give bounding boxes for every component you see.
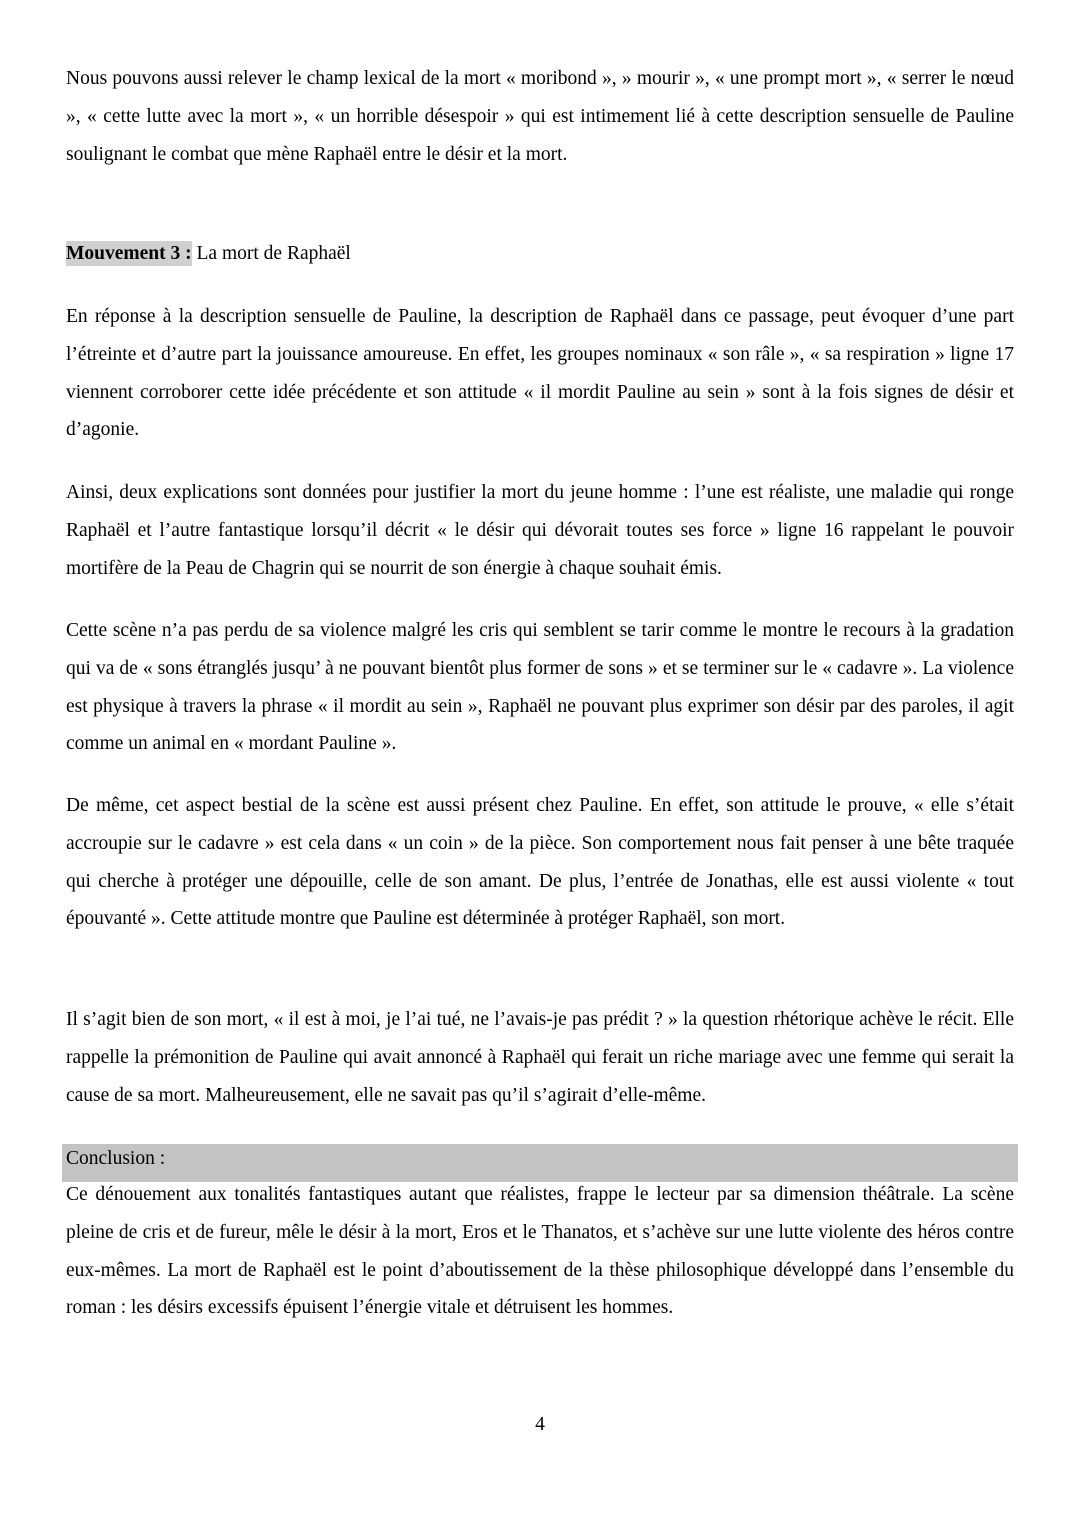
page-number: 4 xyxy=(535,1414,545,1435)
intro-paragraph: Nous pouvons aussi relever le champ lexical de la mort « moribond », » mourir », « une prompt mort », « serrer le nœud », « cette lutte avec la mort », « un horrible désespoir » qui est intimement lié à cette description sensuelle de Pauline soulignant le combat que mène Raphaël entre le désir et la mort. xyxy=(66,68,1014,165)
section-heading-title: La mort de Raphaël xyxy=(191,243,351,264)
conclusion-heading: Conclusion : xyxy=(66,1148,166,1169)
section-heading xyxy=(66,238,351,270)
paragraph-description-raphael: En réponse à la description sensuelle de Pauline, la description de Raphaël dans ce passage, peut évoquer d’une part l’étreinte et d’autre part la jouissance amoureuse. En effet, les groupes nominaux « son râle », « sa respiration » ligne 17 viennent corroborer cette idée précédente et son attitude « il mordit Pauline au sein » sont à la fois signes de désir et d’agonie. xyxy=(66,306,1014,441)
paragraph-rhetorical-question: Il s’agit bien de son mort, « il est à moi, je l’ai tué, ne l’avais-je pas prédit ? » la question rhétorique achève le récit. Elle rappelle la prémonition de Pauline qui avait annoncé à Raphaël qui ferait un riche mariage avec une femme qui serait la cause de sa mort. Malheureusement, elle ne savait pas qu’il s’agirait d’elle-même. xyxy=(66,1009,1014,1106)
paragraph-violence: Cette scène n’a pas perdu de sa violence malgré les cris qui semblent se tarir comme le montre le recours à la gradation qui va de « sons étranglés jusqu’ à ne pouvant bientôt plus former de sons » et se terminer sur le « cadavre ». La violence est physique à travers la phrase « il mordit au sein », Raphaël ne pouvant plus exprimer son désir par des paroles, il agit comme un animal en « mordant Pauline ». xyxy=(66,620,1014,755)
paragraph-bestial-aspect: De même, cet aspect bestial de la scène est aussi présent chez Pauline. En effet, son attitude le prouve, « elle s’était accroupie sur le cadavre » est cela dans « un coin » de la pièce. Son comportement nous fait penser à une bête traquée qui cherche à protéger une dépouille, celle de son amant. De plus, l’entrée de Jonathas, elle est aussi violente « tout épouvanté ». Cette attitude montre que Pauline est déterminée à protéger Raphaël, son mort. xyxy=(66,795,1014,930)
conclusion-paragraph: Ce dénouement aux tonalités fantastiques autant que réalistes, frappe le lecteur par sa dimension théâtrale. La scène pleine de cris et de fureur, mêle le désir à la mort, Eros et le Thanatos, et s’achève sur une lutte violente des héros contre eux-mêmes. La mort de Raphaël est le point d’aboutissement de la thèse philosophique développé dans l’ensemble du roman : les désirs excessifs épuisent l’énergie vitale et détruisent les hommes. xyxy=(66,1184,1014,1319)
paragraph-two-explanations: Ainsi, deux explications sont données pour justifier la mort du jeune homme : l’une est réaliste, une maladie qui ronge Raphaël et l’autre fantastique lorsqu’il décrit « le désir qui dévorait toutes ses force » ligne 16 rappelant le pouvoir mortifère de la Peau de Chagrin qui se nourrit de son énergie à chaque souhait émis. xyxy=(66,482,1014,579)
section-heading-label: Mouvement 3 : xyxy=(66,243,192,264)
